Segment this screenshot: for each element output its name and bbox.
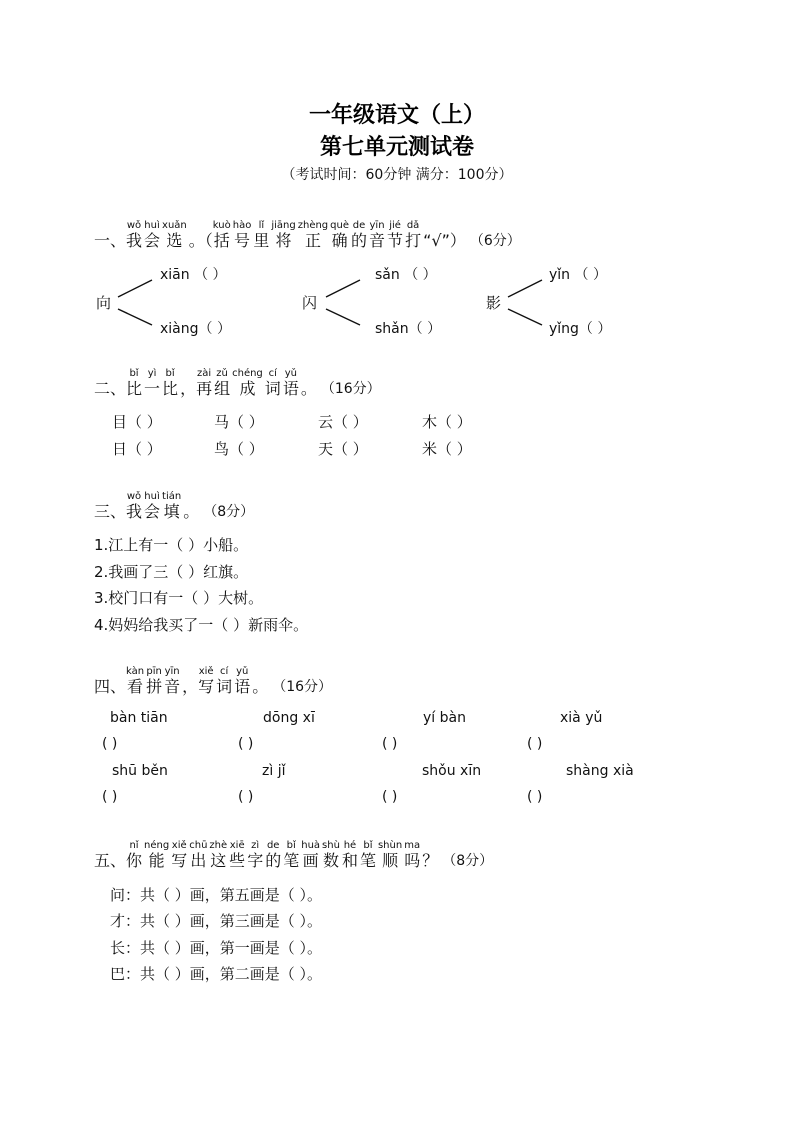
ruby-char: nǐ 你	[126, 840, 143, 870]
ruby-char: yīn 音	[164, 666, 181, 696]
word-blank[interactable]: 米（ ）	[422, 440, 472, 458]
ruby-char: de 的	[265, 840, 282, 870]
ruby-char: zǔ 组	[214, 368, 231, 398]
ruby-char: hào 号	[232, 220, 252, 250]
fill-question[interactable]: 2.我画了三（ ）红旗。	[94, 563, 249, 581]
answer-blank[interactable]: ( )	[102, 789, 118, 805]
ruby-char: pīn 拼	[146, 666, 163, 696]
ruby-char: wǒ 我	[126, 220, 143, 250]
fill-question[interactable]: 4.妈妈给我买了一（ ）新雨伞。	[94, 616, 309, 634]
answer-blank[interactable]: ( )	[102, 736, 118, 752]
ruby-char: chū 出	[189, 840, 208, 870]
word-blank[interactable]: 鸟（ ）	[214, 440, 264, 458]
pinyin-prompt: dōng xī	[263, 710, 315, 726]
ruby-char: shùn 顺	[377, 840, 403, 870]
ruby-char: què 确	[330, 220, 350, 250]
ruby-char: huì 会	[144, 220, 161, 250]
punctuation: ，	[182, 677, 199, 696]
page-title: 一年级语文（上）	[308, 102, 485, 128]
connector-line	[326, 280, 360, 297]
ruby-char: huà 画	[301, 840, 321, 870]
answer-blank[interactable]: ( )	[527, 736, 543, 752]
ruby-char: shù 数	[322, 840, 340, 870]
punctuation: ，	[180, 379, 197, 398]
word-blank[interactable]: 目（ ）	[112, 413, 162, 431]
pinyin-prompt: shàng xià	[566, 763, 634, 779]
ruby-char: tián 填	[162, 491, 182, 521]
group-char: 影	[486, 294, 502, 312]
ruby-char: cí 词	[264, 368, 281, 398]
exam-info: （考试时间：60分钟 满分：100分）	[281, 167, 513, 183]
section-4-heading	[94, 666, 332, 697]
word-blank[interactable]: 马（ ）	[214, 413, 264, 431]
ruby-char: hé 和	[341, 840, 358, 870]
answer-blank[interactable]: ( )	[382, 789, 398, 805]
ruby-char: néng 能	[144, 840, 170, 870]
group-char: 向	[96, 294, 112, 312]
ruby-char: xuǎn 选	[162, 220, 187, 250]
ruby-char: cí 词	[216, 666, 233, 696]
pinyin-prompt: bàn tiān	[110, 710, 168, 726]
section-number: 一、	[94, 231, 127, 250]
pinyin-option: xiàng（ ）	[160, 321, 231, 337]
ruby-char: kàn 看	[126, 666, 145, 696]
answer-blank[interactable]: ( )	[382, 736, 398, 752]
section-number: 四、	[94, 677, 127, 696]
ruby-char: huì 会	[144, 491, 161, 521]
section-5-heading	[94, 840, 493, 871]
fill-question[interactable]: 3.校门口有一（ ）大树。	[94, 589, 264, 607]
section-number: 三、	[94, 502, 127, 521]
connector-line	[508, 309, 542, 325]
ruby-char: bǐ 比	[162, 368, 179, 398]
word-blank[interactable]: 云（ ）	[318, 413, 368, 431]
answer-blank[interactable]: ( )	[527, 789, 543, 805]
punctuation: 。	[252, 677, 269, 696]
punctuation: 。	[183, 502, 200, 521]
pinyin-prompt: shǒu xīn	[422, 763, 482, 779]
word-blank[interactable]: 天（ ）	[318, 440, 368, 458]
connector-line	[508, 280, 542, 297]
ruby-char: zì 字	[247, 840, 264, 870]
fill-question[interactable]: 1.江上有一（ ）小船。	[94, 536, 249, 554]
ruby-char: wǒ 我	[126, 491, 143, 521]
ruby-char: jiāng 将	[271, 220, 296, 250]
ruby-char: yǔ 语	[282, 368, 299, 398]
ruby-char: zhè 这	[209, 840, 228, 870]
connector-line	[326, 309, 360, 325]
ruby-char: bǐ 笔	[359, 840, 376, 870]
ruby-char: zài 再	[196, 368, 213, 398]
ruby-char: yǔ 语	[234, 666, 251, 696]
score-note: （8分）	[203, 504, 255, 520]
pinyin-prompt: xià yǔ	[560, 710, 603, 726]
punctuation: ？	[422, 851, 439, 870]
ruby-char: ma 吗	[404, 840, 421, 870]
answer-blank[interactable]: ( )	[238, 736, 254, 752]
ruby-char: yīn 音	[369, 220, 386, 250]
punctuation: 。（	[188, 231, 213, 250]
connector-line	[118, 309, 152, 325]
ruby-char: lǐ 里	[253, 220, 270, 250]
ruby-char: yì 一	[144, 368, 161, 398]
ruby-char: chéng 成	[232, 368, 263, 398]
pinyin-option: yǐn （ ）	[549, 267, 607, 283]
ruby-char: xiē 些	[229, 840, 246, 870]
ruby-char: dǎ 打	[405, 220, 422, 250]
connector-line	[118, 280, 152, 297]
ruby-char: bǐ 比	[126, 368, 143, 398]
stroke-question[interactable]: 问：共（ ）画，第五画是（ ）。	[110, 886, 323, 904]
pinyin-option: yǐng（ ）	[549, 321, 612, 337]
answer-blank[interactable]: ( )	[238, 789, 254, 805]
group-char: 闪	[302, 294, 318, 312]
stroke-question[interactable]: 长：共（ ）画，第一画是（ ）。	[110, 939, 323, 957]
word-blank[interactable]: 日（ ）	[112, 440, 162, 458]
pinyin-prompt: shū běn	[112, 763, 168, 779]
pinyin-option: xiān （ ）	[160, 267, 227, 283]
ruby-char: de 的	[351, 220, 368, 250]
ruby-char: kuò 括	[212, 220, 231, 250]
ruby-char: xiě 写	[171, 840, 188, 870]
section-3-heading	[94, 491, 254, 522]
score-note: （8分）	[442, 853, 494, 869]
stroke-question[interactable]: 才：共（ ）画，第三画是（ ）。	[110, 912, 323, 930]
score-note: （6分）	[469, 233, 521, 249]
stroke-question[interactable]: 巴：共（ ）画，第二画是（ ）。	[110, 965, 323, 983]
pinyin-option: sǎn （ ）	[375, 267, 437, 283]
score-note: （16分）	[320, 381, 381, 397]
ruby-char: bǐ 笔	[283, 840, 300, 870]
score-note: （16分）	[272, 679, 333, 695]
section-number: 二、	[94, 379, 127, 398]
ruby-char: xiě 写	[198, 666, 215, 696]
ruby-char: zhèng 正	[297, 220, 329, 250]
section-number: 五、	[94, 851, 127, 870]
word-blank[interactable]: 木（ ）	[422, 413, 472, 431]
section-2-heading	[94, 368, 381, 399]
pinyin-prompt: yí bàn	[423, 710, 466, 726]
pinyin-prompt: zì jǐ	[262, 763, 286, 779]
ruby-char: jié 节	[387, 220, 404, 250]
punctuation: “√”）	[423, 231, 466, 250]
pinyin-option: shǎn（ ）	[375, 321, 442, 337]
page-subtitle-title: 第七单元测试卷	[319, 134, 474, 160]
punctuation: 。	[300, 379, 317, 398]
